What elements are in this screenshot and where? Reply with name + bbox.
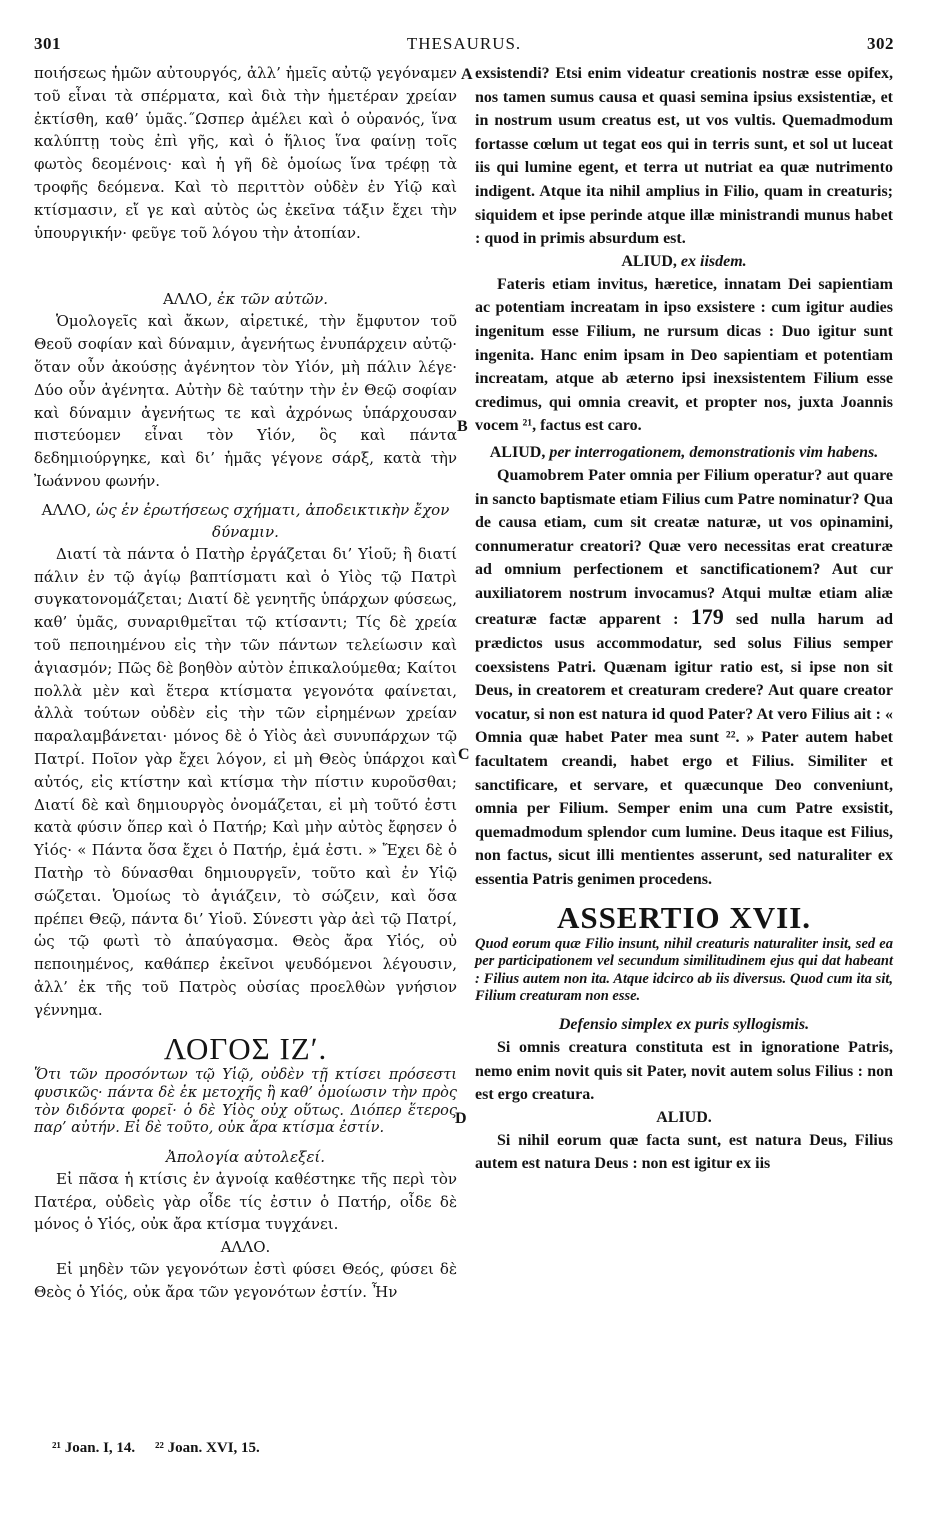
greek-heading-4: ΑΛΛΟ.: [220, 1238, 271, 1257]
edition-column-number: 179: [690, 604, 724, 630]
margin-letter-d: D: [455, 1110, 467, 1127]
latin-paragraph-1: exsistendi? Etsi enim videatur creationis nostræ esse opifex, nos tamen sumus causa et quasi semina ipsius exsistentiæ, et in nostrum usum creatus est, ut vos vultis. Quemadmodum fortasse cœlum ut tegat eos qui in terris sunt, et sol ut luceat iis qui lumine egent, et terra ut nutriat ea quæ nutrimento indigent. Atque ita nihil amplius in Filio, quam in creaturis; siquidem et ipse perinde atque illæ ministrandi munus habet : quod in primis absurdum est.: [475, 65, 893, 248]
greek-heading-1-main: ΑΛΛΟ,: [162, 290, 213, 309]
footnote-22: ²² Joan. XVI, 15.: [154, 1440, 260, 1456]
latin-heading-2: [475, 442, 893, 464]
latin-paragraph-3-part-b: sed nulla harum ad prædictos usus accommodatur, sed solus Filius semper coexsistens Patri. Quænam igitur ratio est, si ipse non sit Deus, in creatorem et creaturam credere? Aut quare creator vocatur, si non est natura id quod Pater? At vero Filius ait : « Omnia quæ habet Pater mea sunt ²². » Pater autem habet facultatem creandi, habet ergo et Filius. Similiter et sanctificare, et servare, et quæcunque Deo conveniunt, omnia per Filium. Semper enim una cum Patre exsistit, quemadmodum splendor cum lumine. Deus itaque est Filius, non factus, sicut illi mentientes asserunt, sed naturaliter ex essentia Patris genimen procedens.: [475, 611, 893, 888]
latin-paragraph-5: Si nihil eorum quæ facta sunt, est natura Deus, Filius autem est natura Deus : non est igitur ex iis: [475, 1131, 893, 1173]
greek-heading-2: [34, 499, 457, 543]
running-title: THESAURUS.: [406, 34, 522, 53]
greek-paragraph-3: Διατί τὰ πάντα ὁ Πατὴρ ἐργάζεται δι’ Υἱοῦ; ἢ διατί πάλιν ἐν τῷ ἁγίῳ βαπτίσματι καὶ ὁ Υἱὸς τῷ Πατρὶ συγκατονομάζεται; Διατί δὲ γενητῆς ὑπάρχων φύσεως, καθ’ ὑμᾶς, συναριθμεῖται τῷ κτίσαντι; Τίς δὲ χρεία τοῦ πεποιημένου εἰς τὴν τῶν πάντων τελείωσιν καὶ ἁγιασμόν; Πῶς δὲ βοηθὸν αὐτὸν ἐπικαλούμεθα; Καίτοι πολλὰ μὲν καὶ ἕτερα κτίσματα γεγονότα φαίνεται, ἀλλὰ τούτων οὐδὲν εἰς τὴν τῶν εἰρημένων χρείαν παραλαμβάνεται· μόνος δὲ ὁ Υἱὸς ἀεὶ συνυπάρχων τῷ Πατρί. Ποῖον γὰρ ἔχει λόγον, εἰ μὴ Θεὸς ὑπάρχοι καὶ αὐτός, εἰς κτίστην καὶ κτίσμα τὴν πίστιν κυροῦσθαι; Διατί δὲ καὶ δημιουργὸς ὀνομάζεται, εἰ μὴ τοῦτό ἐστι κατὰ φύσιν ὅπερ καὶ ὁ Πατήρ; Καὶ μὴν αὐτὸς ἔφησεν ὁ Υἱός· « Πάντα ὅσα ἔχει ὁ Πατήρ, ἐμά ἐστι. » Ἔχει δὲ ὁ Πατὴρ τὸ δύνασθαι δημιουργεῖν, τοῦτο καὶ ἐν Υἱῷ σώζεται. Ὁμοίως τὸ ἁγιάζειν, τὸ σώζειν, καὶ ὅσα πρέπει Θεῷ, πάντα δι’ Υἱοῦ. Σύνεστι γὰρ ἀεὶ τῷ Πατρί, ὡς τῷ φωτὶ τὸ ἀπαύγασμα. Θεὸς ἄρα Υἱός, οὐ πεποιημένος, καθάπερ ἐκεῖνοι ψευδόμενοι λέγουσιν, ἀλλ’ ἐκ τῆς τοῦ Πατρὸς οὐσίας προελθὼν γνήσιον γέννημα.: [34, 544, 457, 1019]
greek-paragraph-1: ποιήσεως ἡμῶν αὐτουργός, ἀλλ’ ἡμεῖς αὐτῷ γεγόναμεν τοῦ εἶναι τὰ σπέρματα, καὶ διὰ τὴν ἡμετέραν χρείαν ἐκτίσθη, καθ’ ὑμᾶς.˝Ωσπερ ἀμέλει καὶ ὁ οὐρανός, ἵνα καλύπτῃ τοὺς ἐπὶ γῆς, καὶ ὁ ἥλιος ἵνα φαίνῃ τοῖς φωτὸς δεομένοις· καὶ ἡ γῆ δὲ ὁμοίως ἵνα τρέφῃ τὰ τροφῆς δεόμενα. Καὶ τὸ περιττὸν οὐδὲν ἐν Υἱῷ καὶ κτίσμασιν, εἴ γε καὶ αὐτὸς ὡς ἐκεῖνα τάξιν ἔχει τὴν ὑπουργικήν· φεῦγε τοῦ λόγου τὴν ἀτοπίαν.: [34, 64, 457, 242]
latin-heading-1-italic: ex iisdem.: [680, 252, 747, 270]
latin-paragraph-4: Si omnis creatura constituta est in ignoratione Patris, nemo enim novit quis sit Pater, novit autem solus Filius : non est ergo creatura.: [475, 1038, 893, 1104]
latin-paragraph-2: Fateris etiam invitus, hæretice, innatam Dei sapientiam ac potentiam increatam in ipso exsistere : cum igitur audies ingenitum esse Filium, ne rursum dicas : Duo igitur sunt ingenita. Hanc enim ipsam in Deo sapientiam et potentiam increatam, atque ab æterno ipsi inexsistentem Filium esse credimus, qui omnia creavit, et propter nos, juxta Joannis vocem ²¹, factus est caro.: [475, 275, 893, 435]
latin-heading-2-main: ALIUD,: [489, 443, 546, 461]
margin-letter-c: C: [458, 746, 470, 763]
greek-heading-2-main: ΑΛΛΟ,: [41, 500, 92, 519]
greek-paragraph-5: Εἰ μηδὲν τῶν γεγονότων ἐστὶ φύσει Θεός, φύσει δὲ Θεὸς ὁ Υἱός, οὐκ ἄρα τῶν γεγονότων ἐστίν. Ἦν: [34, 1260, 457, 1302]
latin-section-title: ASSERTIO XVII.: [556, 899, 812, 935]
greek-heading-2-italic: ὡς ἐν ἐρωτήσεως σχήματι, ἀποδεικτικὴν ἔχον δύναμιν.: [96, 500, 450, 541]
greek-paragraph-2: Ὁμολογεῖς καὶ ἄκων, αἱρετικέ, τὴν ἔμφυτον τοῦ Θεοῦ σοφίαν καὶ δύναμιν, ἀγενήτως ἐνυπάρχειν αὐτῷ· ὅταν οὖν ἀκούσῃς ἀγένητον τὸν Υἱόν, μὴ πάλιν λέγε· Δύο οὖν ἀγένητα. Αὐτὴν δὲ ταύτην τὴν ἐν Θεῷ σοφίαν καὶ δύναμιν ἀγενήτως τε καὶ ἀχρόνως ὑπάρχουσαν πιστεύομεν εἶναι τὸν Υἱόν, ὃς καὶ πάντα δεδημιούργηκε, καὶ δι’ ἡμᾶς γέγονε σάρξ, κατὰ τὴν Ἰωάννου φωνήν.: [34, 312, 457, 490]
margin-letter-a: A: [461, 66, 473, 83]
page-number-left: 301: [34, 34, 61, 53]
latin-heading-4: ALIUD.: [656, 1108, 712, 1126]
latin-paragraph-3: [475, 464, 893, 892]
greek-heading-3: Ἀπολογία αὐτολεξεί.: [165, 1147, 326, 1166]
latin-argument: Quod eorum quæ Filio insunt, nihil creaturis naturaliter insit, sed ea per participationem vel secundum similitudinem ejus qui dat habeant : Filius autem non ita. Atque idcirco ab iis diversus. Quod cum ita sit, Filium creaturam non esse.: [475, 935, 893, 1005]
latin-heading-3: Defensio simplex ex puris syllogismis.: [558, 1015, 810, 1033]
greek-paragraph-4: Εἰ πᾶσα ἡ κτίσις ἐν ἀγνοίᾳ καθέστηκε τῆς περὶ τὸν Πατέρα, οὐδεὶς γὰρ οἶδε τίς ἐστιν ὁ Πατήρ, οἶδε δὲ μόνος ὁ Υἱός, οὐκ ἄρα κτίσμα τυγχάνει.: [34, 1169, 457, 1234]
footnotes: [52, 1440, 276, 1457]
footnote-21: ²¹ Joan. I, 14.: [52, 1440, 136, 1456]
latin-column: [475, 62, 893, 1176]
latin-paragraph-3-part-a: Quamobrem Pater omnia per Filium operatur? aut quare in sancto baptismate etiam Filius cum Patre nominatur? Qua de causa etiam, cum sit creatæ naturæ, ut vos opinamini, connumeratur creatori? Quæ vero necessitas erat creaturæ ad omnium perfectionem et sanctificationem? Aut cur auxiliatorem nostrum invocamus? Atqui multæ etiam aliæ creaturæ factæ apparent :: [475, 466, 893, 629]
greek-heading-1-italic: ἐκ τῶν αὐτῶν.: [217, 290, 329, 309]
greek-column: [34, 62, 457, 1304]
greek-section-title: ΛΟΓΟΣ ΙΖʹ.: [163, 1031, 328, 1067]
greek-argument: Ὅτι τῶν προσόντων τῷ Υἱῷ, οὐδὲν τῇ κτίσει πρόσεστι φυσικῶς· πάντα δὲ ἐκ μετοχῆς ἢ καθ’ ὁμοίωσιν τὴν πρὸς τὸν διδόντα φορεῖ· ὁ δὲ Υἱὸς οὐχ οὕτως. Διόπερ ἕτερος παρ’ αὐτήν. Εἰ δὲ τοῦτο, οὐκ ἄρα κτίσμα ἐστίν.: [34, 1067, 457, 1137]
latin-heading-1: [475, 251, 893, 273]
margin-letter-b: B: [457, 418, 468, 435]
latin-heading-1-main: ALIUD,: [621, 252, 677, 270]
page-number-right: 302: [867, 34, 894, 53]
latin-heading-2-italic: per interrogationem, demonstrationis vim habens.: [549, 443, 879, 461]
greek-heading-1: [34, 288, 457, 310]
